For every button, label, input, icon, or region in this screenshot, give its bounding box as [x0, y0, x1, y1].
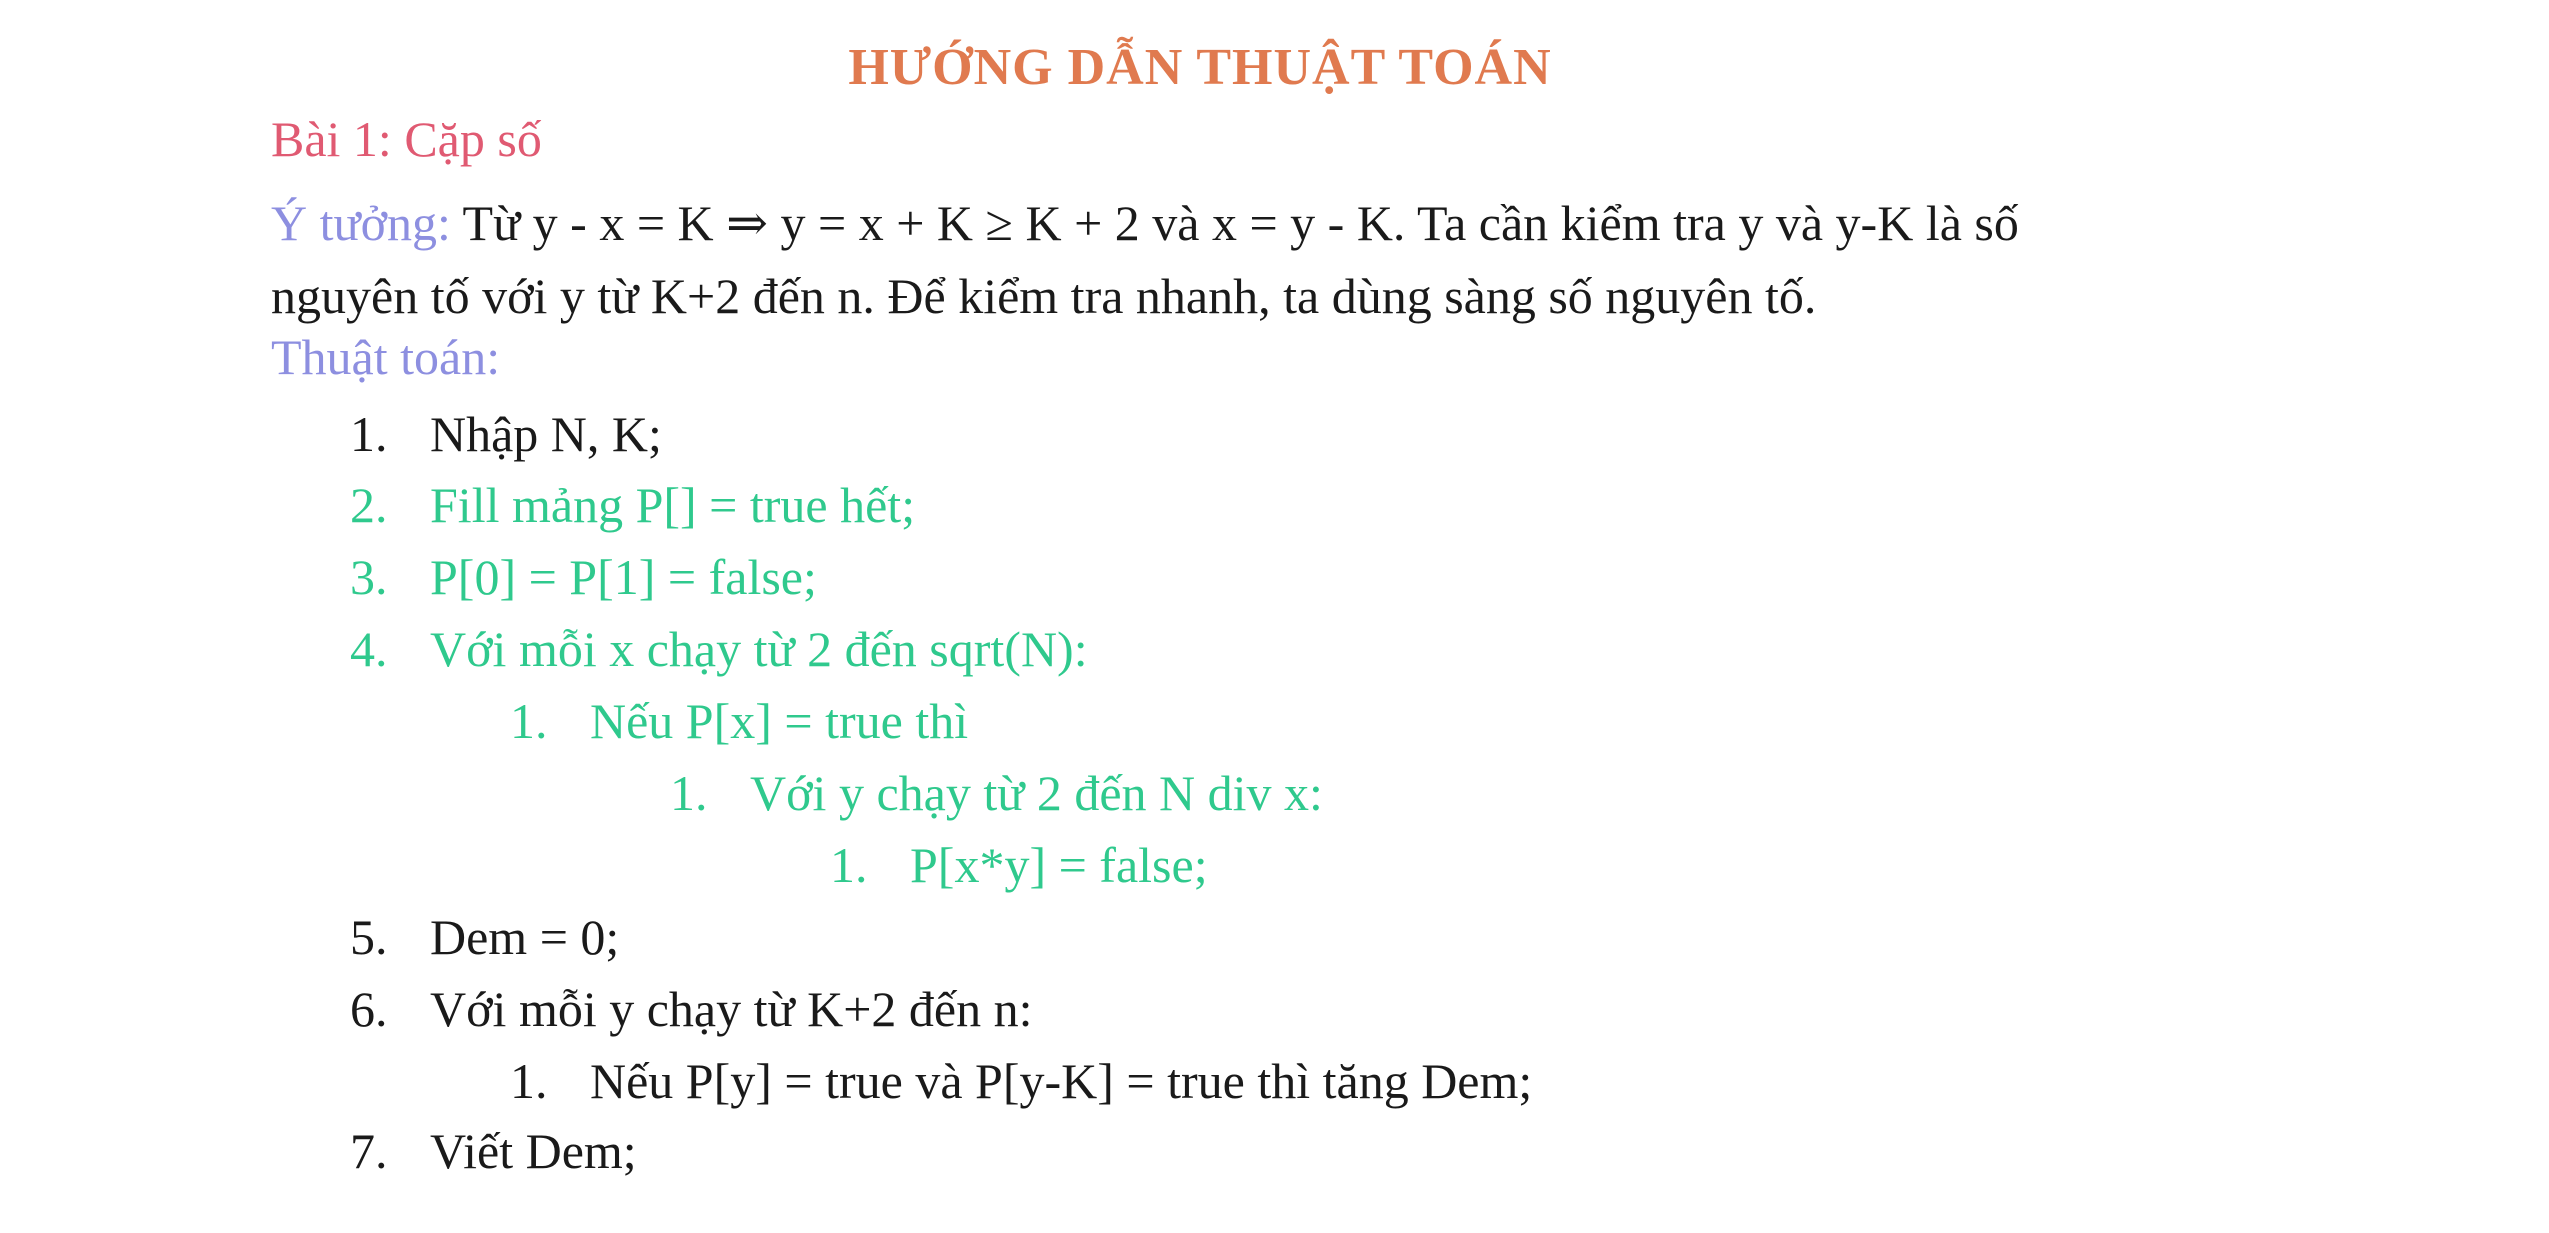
step-3	[350, 548, 817, 606]
step-number: 1.	[510, 693, 548, 749]
step-4-1	[510, 692, 968, 750]
step-number: 3.	[350, 549, 388, 605]
step-number: 2.	[350, 477, 388, 533]
step-7	[350, 1122, 637, 1180]
step-number: 5.	[350, 909, 388, 965]
step-4-1-1	[670, 764, 1323, 822]
step-text: Với mỗi x chạy từ 2 đến sqrt(N):	[430, 621, 1088, 677]
idea-label: Ý tưởng:	[271, 195, 451, 251]
step-number: 6.	[350, 981, 388, 1037]
step-text: Với mỗi y chạy từ K+2 đến n:	[430, 981, 1033, 1037]
step-5	[350, 908, 619, 966]
step-6-1	[510, 1052, 1532, 1110]
algorithm-label: Thuật toán:	[271, 329, 501, 385]
step-2	[350, 476, 915, 534]
step-number: 4.	[350, 621, 388, 677]
step-text: Nếu P[x] = true thì	[590, 693, 969, 749]
step-text: Dem = 0;	[430, 909, 620, 965]
problem-heading: Bài 1: Cặp số	[271, 111, 542, 167]
step-number: 1.	[830, 837, 868, 893]
step-number: 1.	[510, 1053, 548, 1109]
step-text: Viết Dem;	[430, 1123, 637, 1179]
step-text: P[0] = P[1] = false;	[430, 549, 817, 605]
idea-text: Từ y - x = K ⇒ y = x + K ≥ K + 2 và x = y - K. Ta cần kiểm tra y và y-K là số nguyên tố với y từ K+2 đến n. Để kiểm tra nhanh, ta dùng sàng số nguyên tố.	[271, 195, 2019, 324]
step-number: 1.	[670, 765, 708, 821]
step-text: Với y chạy từ 2 đến N div x:	[750, 765, 1323, 821]
step-number: 1.	[350, 406, 388, 462]
step-1	[350, 405, 662, 463]
step-6	[350, 980, 1033, 1038]
step-text: Nếu P[y] = true và P[y-K] = true thì tăng Dem;	[590, 1053, 1533, 1109]
idea-paragraph	[271, 187, 2171, 333]
step-text: P[x*y] = false;	[910, 837, 1208, 893]
step-4	[350, 620, 1088, 678]
step-text: Nhập N, K;	[430, 406, 662, 462]
page-title: HƯỚNG DẪN THUẬT TOÁN	[848, 39, 1552, 96]
step-text: Fill mảng P[] = true hết;	[430, 477, 916, 533]
step-number: 7.	[350, 1123, 388, 1179]
step-4-1-1-1	[830, 836, 1208, 894]
